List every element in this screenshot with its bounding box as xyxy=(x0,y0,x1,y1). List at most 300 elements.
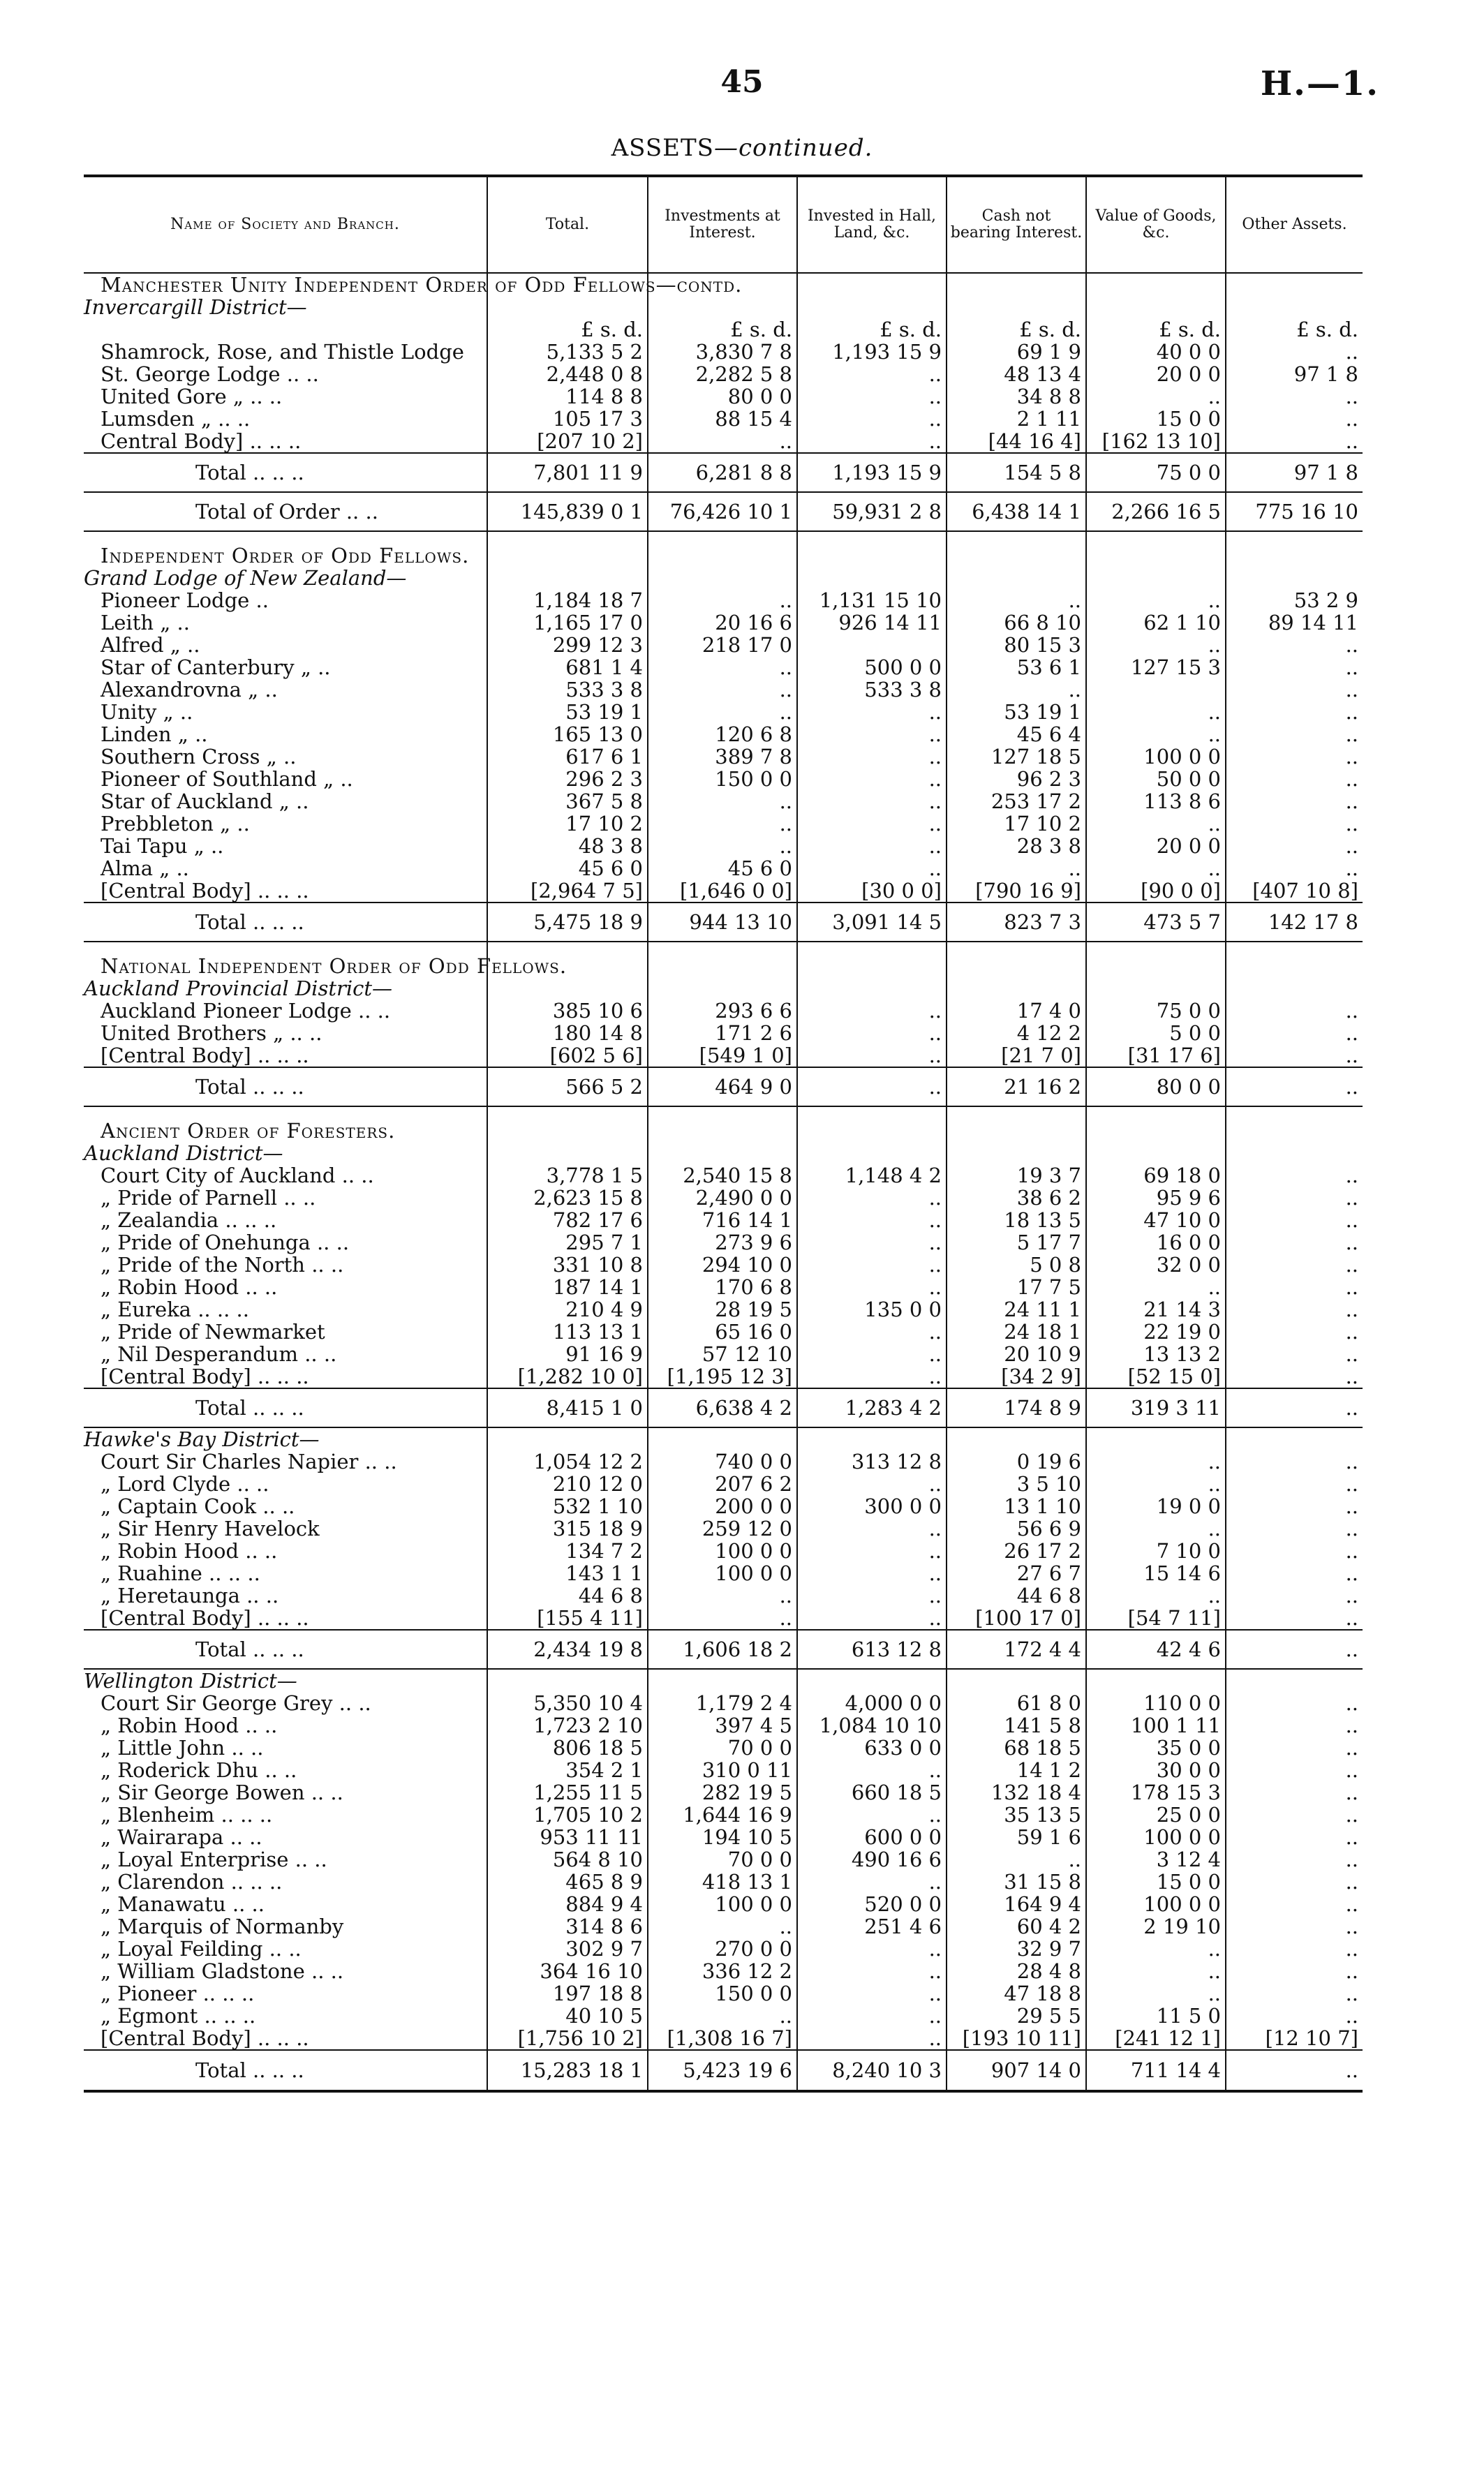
total-cell: [1,282 10 0] xyxy=(487,1365,648,1388)
invested-cell xyxy=(797,1669,947,1692)
goods-cell: 13 13 2 xyxy=(1086,1343,1226,1365)
cash-cell: 59 1 6 xyxy=(947,1826,1086,1848)
branch-name-cell: Auckland Pioneer Lodge .. .. xyxy=(101,999,391,1023)
table-row xyxy=(84,835,1363,857)
invested-cell: 1,148 4 2 xyxy=(797,1164,947,1187)
goods-cell: .. xyxy=(1086,1517,1226,1540)
total-cell: 91 16 9 xyxy=(487,1343,648,1365)
invested-cell: .. xyxy=(797,1067,947,1106)
branch-name-cell: „ Loyal Feilding .. .. xyxy=(101,1937,302,1961)
goods-cell: 110 0 0 xyxy=(1086,1692,1226,1714)
cash-cell xyxy=(947,544,1086,567)
investments-cell: 740 0 0 xyxy=(648,1450,797,1473)
spacer-row xyxy=(84,531,1363,544)
goods-cell: 62 1 10 xyxy=(1086,611,1226,634)
section-row xyxy=(84,1120,1363,1142)
table-header-row xyxy=(84,176,1363,273)
invested-cell: 926 14 11 xyxy=(797,611,947,634)
branch-name-cell: Auckland Provincial District— xyxy=(84,976,393,1000)
cash-cell: 18 13 5 xyxy=(947,1209,1086,1231)
investments-cell: .. xyxy=(648,1607,797,1630)
total-cell: 187 14 1 xyxy=(487,1276,648,1298)
goods-cell: [54 7 11] xyxy=(1086,1607,1226,1630)
other-cell: .. xyxy=(1226,1938,1363,1960)
goods-cell: 5 0 0 xyxy=(1086,1022,1226,1044)
other-cell xyxy=(1226,544,1363,567)
other-cell: .. xyxy=(1226,1982,1363,2005)
branch-name-cell xyxy=(84,318,487,341)
cash-cell: 141 5 8 xyxy=(947,1714,1086,1737)
cash-cell: 48 13 4 xyxy=(947,363,1086,385)
total-cell: 782 17 6 xyxy=(487,1209,648,1231)
investments-cell: .. xyxy=(648,790,797,812)
other-cell: .. xyxy=(1226,1000,1363,1022)
total-cell: £ s. d. xyxy=(487,318,648,341)
cash-cell: 60 4 2 xyxy=(947,1915,1086,1938)
total-cell: 354 2 1 xyxy=(487,1759,648,1781)
cash-cell: 4 12 2 xyxy=(947,1022,1086,1044)
total-cell: 134 7 2 xyxy=(487,1540,648,1562)
invested-cell: .. xyxy=(797,835,947,857)
table-row xyxy=(84,1714,1363,1737)
table-row xyxy=(84,1231,1363,1254)
spacer-row xyxy=(84,942,1363,955)
branch-name-cell: Total .. .. .. xyxy=(84,1067,487,1106)
goods-cell xyxy=(1086,544,1226,567)
other-cell: .. xyxy=(1226,678,1363,701)
other-cell: .. xyxy=(1226,1630,1363,1669)
invested-cell: .. xyxy=(797,1365,947,1388)
goods-cell: 7 10 0 xyxy=(1086,1540,1226,1562)
table-row xyxy=(84,745,1363,768)
total-cell: 17 10 2 xyxy=(487,812,648,835)
investments-cell: 270 0 0 xyxy=(648,1938,797,1960)
branch-name-cell: „ Wairarapa .. .. xyxy=(101,1825,262,1849)
goods-cell: 80 0 0 xyxy=(1086,1067,1226,1106)
table-row xyxy=(84,611,1363,634)
other-cell: .. xyxy=(1226,1495,1363,1517)
district-row xyxy=(84,296,1363,318)
district-row xyxy=(84,1669,1363,1692)
assets-table xyxy=(84,174,1363,2093)
branch-name-cell: Ancient Order of Foresters. xyxy=(101,1119,396,1143)
branch-name-cell: Total .. .. .. xyxy=(84,903,487,942)
cash-cell: 5 0 8 xyxy=(947,1254,1086,1276)
invested-cell: .. xyxy=(797,1022,947,1044)
cash-cell: 38 6 2 xyxy=(947,1187,1086,1209)
other-cell: [12 10 7] xyxy=(1226,2027,1363,2050)
branch-name-cell: Alexandrovna „ .. xyxy=(101,678,278,701)
invested-cell: .. xyxy=(797,1540,947,1562)
total-row xyxy=(84,903,1363,942)
invested-cell: .. xyxy=(797,1343,947,1365)
branch-name-cell: St. George Lodge .. .. xyxy=(101,362,319,386)
branch-name-cell: „ Pride of Newmarket xyxy=(101,1320,325,1344)
table-row xyxy=(84,2005,1363,2027)
invested-cell: .. xyxy=(797,790,947,812)
total-cell: 1,705 10 2 xyxy=(487,1804,648,1826)
investments-cell xyxy=(648,977,797,1000)
cash-cell: 29 5 5 xyxy=(947,2005,1086,2027)
investments-cell: 6,638 4 2 xyxy=(648,1388,797,1427)
invested-cell: .. xyxy=(797,1938,947,1960)
investments-cell: 5,423 19 6 xyxy=(648,2050,797,2091)
table-row xyxy=(84,1804,1363,1826)
spacer-cell xyxy=(797,531,947,544)
branch-name-cell: „ Loyal Enterprise .. .. xyxy=(101,1848,327,1871)
branch-name-cell: [Central Body] .. .. .. xyxy=(101,879,309,903)
spacer-cell xyxy=(1086,1106,1226,1120)
goods-cell: [90 0 0] xyxy=(1086,879,1226,903)
other-cell: 89 14 11 xyxy=(1226,611,1363,634)
district-row xyxy=(84,1427,1363,1450)
invested-cell: .. xyxy=(797,1187,947,1209)
investments-cell: .. xyxy=(648,701,797,723)
goods-cell: .. xyxy=(1086,1938,1226,1960)
table-row xyxy=(84,2027,1363,2050)
goods-cell: 19 0 0 xyxy=(1086,1495,1226,1517)
total-cell: 315 18 9 xyxy=(487,1517,648,1540)
branch-name-cell: Alma „ .. xyxy=(101,856,189,880)
other-cell xyxy=(1226,273,1363,296)
goods-cell: 127 15 3 xyxy=(1086,656,1226,678)
total-cell: 53 19 1 xyxy=(487,701,648,723)
other-cell: .. xyxy=(1226,1714,1363,1737)
other-cell: .. xyxy=(1226,768,1363,790)
cash-cell: [193 10 11] xyxy=(947,2027,1086,2050)
branch-name-cell: „ Eureka .. .. .. xyxy=(101,1298,249,1321)
table-row xyxy=(84,363,1363,385)
spacer-cell xyxy=(487,1106,648,1120)
invested-cell: 1,193 15 9 xyxy=(797,341,947,363)
cash-cell: 45 6 4 xyxy=(947,723,1086,745)
investments-cell: 716 14 1 xyxy=(648,1209,797,1231)
invested-cell: .. xyxy=(797,857,947,879)
table-row xyxy=(84,589,1363,611)
other-cell: .. xyxy=(1226,1164,1363,1187)
branch-name-cell: Central Body] .. .. .. xyxy=(101,429,302,453)
investments-cell: 259 12 0 xyxy=(648,1517,797,1540)
branch-name-cell: Grand Lodge of New Zealand— xyxy=(84,566,407,590)
investments-cell: 150 0 0 xyxy=(648,768,797,790)
invested-cell: 633 0 0 xyxy=(797,1737,947,1759)
goods-cell xyxy=(1086,1120,1226,1142)
table-row xyxy=(84,1871,1363,1893)
col-header-investments: Investments at Interest. xyxy=(648,176,797,273)
district-row xyxy=(84,567,1363,589)
total-cell: 299 12 3 xyxy=(487,634,648,656)
spacer-cell xyxy=(487,942,648,955)
invested-cell: .. xyxy=(797,363,947,385)
total-cell: 145,839 0 1 xyxy=(487,492,648,531)
investments-cell: .. xyxy=(648,2005,797,2027)
other-cell: .. xyxy=(1226,2005,1363,2027)
branch-name-cell: „ Sir George Bowen .. .. xyxy=(101,1781,343,1804)
other-cell: 97 1 8 xyxy=(1226,453,1363,492)
branch-name-cell: Unity „ .. xyxy=(101,700,193,724)
investments-cell xyxy=(648,1142,797,1164)
invested-cell: 8,240 10 3 xyxy=(797,2050,947,2091)
goods-cell: .. xyxy=(1086,857,1226,879)
invested-cell: 3,091 14 5 xyxy=(797,903,947,942)
invested-cell: .. xyxy=(797,385,947,408)
branch-name-cell: Manchester Unity Independent Order of Odd Fellows—contd. xyxy=(101,273,743,297)
table-row xyxy=(84,1000,1363,1022)
cash-cell: 24 11 1 xyxy=(947,1298,1086,1321)
cash-cell: £ s. d. xyxy=(947,318,1086,341)
total-cell: 45 6 0 xyxy=(487,857,648,879)
invested-cell: 533 3 8 xyxy=(797,678,947,701)
other-cell: .. xyxy=(1226,1759,1363,1781)
total-cell: 40 10 5 xyxy=(487,2005,648,2027)
goods-cell: .. xyxy=(1086,1960,1226,1982)
total-cell: 385 10 6 xyxy=(487,1000,648,1022)
goods-cell: 50 0 0 xyxy=(1086,768,1226,790)
goods-cell: 711 14 4 xyxy=(1086,2050,1226,2091)
branch-name-cell: Court City of Auckland .. .. xyxy=(101,1164,374,1187)
investments-cell: 120 6 8 xyxy=(648,723,797,745)
cash-cell: 26 17 2 xyxy=(947,1540,1086,1562)
table-row xyxy=(84,1164,1363,1187)
branch-name-cell: [Central Body] .. .. .. xyxy=(101,1044,309,1067)
other-cell: .. xyxy=(1226,1022,1363,1044)
total-cell: 884 9 4 xyxy=(487,1893,648,1915)
total-cell: 210 4 9 xyxy=(487,1298,648,1321)
goods-cell: .. xyxy=(1086,723,1226,745)
investments-cell xyxy=(648,544,797,567)
investments-cell: 282 19 5 xyxy=(648,1781,797,1804)
cash-cell: 27 6 7 xyxy=(947,1562,1086,1584)
cash-cell: 28 3 8 xyxy=(947,835,1086,857)
branch-name-cell: „ Pioneer .. .. .. xyxy=(101,1982,255,2005)
invested-cell: .. xyxy=(797,1517,947,1540)
investments-cell: 2,282 5 8 xyxy=(648,363,797,385)
total-cell: 5,350 10 4 xyxy=(487,1692,648,1714)
other-cell: .. xyxy=(1226,790,1363,812)
other-cell: .. xyxy=(1226,857,1363,879)
invested-cell: 1,131 15 10 xyxy=(797,589,947,611)
other-cell: 142 17 8 xyxy=(1226,903,1363,942)
invested-cell: .. xyxy=(797,1044,947,1067)
investments-cell: 20 16 6 xyxy=(648,611,797,634)
invested-cell: .. xyxy=(797,1871,947,1893)
invested-cell: 251 4 6 xyxy=(797,1915,947,1938)
investments-cell: 170 6 8 xyxy=(648,1276,797,1298)
investments-cell: 88 15 4 xyxy=(648,408,797,430)
cash-cell xyxy=(947,296,1086,318)
goods-cell xyxy=(1086,567,1226,589)
branch-name-cell: [Central Body] .. .. .. xyxy=(101,2026,309,2050)
branch-name-cell: [Central Body] .. .. .. xyxy=(101,1365,309,1388)
goods-cell: 21 14 3 xyxy=(1086,1298,1226,1321)
invested-cell: .. xyxy=(797,812,947,835)
investments-cell xyxy=(648,1120,797,1142)
total-cell: 465 8 9 xyxy=(487,1871,648,1893)
branch-name-cell: Auckland District— xyxy=(84,1141,283,1165)
invested-cell xyxy=(797,544,947,567)
invested-cell: 500 0 0 xyxy=(797,656,947,678)
col-header-goods: Value of Goods, &c. xyxy=(1086,176,1226,273)
table-row xyxy=(84,1254,1363,1276)
goods-cell: [31 17 6] xyxy=(1086,1044,1226,1067)
total-cell: 617 6 1 xyxy=(487,745,648,768)
total-cell: 197 18 8 xyxy=(487,1982,648,2005)
goods-cell: 25 0 0 xyxy=(1086,1804,1226,1826)
branch-name-cell: „ Ruahine .. .. .. xyxy=(101,1561,260,1585)
invested-cell: .. xyxy=(797,1607,947,1630)
goods-cell xyxy=(1086,1427,1226,1450)
total-cell: 532 1 10 xyxy=(487,1495,648,1517)
col-header-total: Total. xyxy=(487,176,648,273)
table-row xyxy=(84,1298,1363,1321)
table-row xyxy=(84,1276,1363,1298)
investments-cell: 80 0 0 xyxy=(648,385,797,408)
other-cell: .. xyxy=(1226,1254,1363,1276)
investments-cell: 70 0 0 xyxy=(648,1737,797,1759)
cash-cell: 17 7 5 xyxy=(947,1276,1086,1298)
invested-cell: .. xyxy=(797,723,947,745)
goods-cell xyxy=(1086,296,1226,318)
cash-cell: .. xyxy=(947,857,1086,879)
total-cell: 7,801 11 9 xyxy=(487,453,648,492)
goods-cell: 16 0 0 xyxy=(1086,1231,1226,1254)
branch-name-cell: „ Captain Cook .. .. xyxy=(101,1494,295,1518)
district-row xyxy=(84,1142,1363,1164)
other-cell: .. xyxy=(1226,430,1363,453)
cash-cell xyxy=(947,567,1086,589)
other-cell: 53 2 9 xyxy=(1226,589,1363,611)
invested-cell: 660 18 5 xyxy=(797,1781,947,1804)
goods-cell: 15 0 0 xyxy=(1086,408,1226,430)
other-cell: .. xyxy=(1226,1276,1363,1298)
table-row xyxy=(84,1938,1363,1960)
cash-cell: 19 3 7 xyxy=(947,1164,1086,1187)
goods-cell xyxy=(1086,1669,1226,1692)
other-cell: .. xyxy=(1226,1584,1363,1607)
branch-name-cell: „ Robin Hood .. .. xyxy=(101,1714,278,1737)
cash-cell: 53 6 1 xyxy=(947,656,1086,678)
cash-cell: 172 4 4 xyxy=(947,1630,1086,1669)
goods-cell: .. xyxy=(1086,1982,1226,2005)
goods-cell: [52 15 0] xyxy=(1086,1365,1226,1388)
other-cell: .. xyxy=(1226,1517,1363,1540)
total-cell: 8,415 1 0 xyxy=(487,1388,648,1427)
spacer-row xyxy=(84,1106,1363,1120)
cash-cell: 127 18 5 xyxy=(947,745,1086,768)
total-cell: 681 1 4 xyxy=(487,656,648,678)
table-row xyxy=(84,656,1363,678)
cash-cell: 21 16 2 xyxy=(947,1067,1086,1106)
goods-cell: 35 0 0 xyxy=(1086,1737,1226,1759)
spacer-cell xyxy=(1226,1106,1363,1120)
investments-cell: 100 0 0 xyxy=(648,1893,797,1915)
table-row xyxy=(84,790,1363,812)
investments-cell: 28 19 5 xyxy=(648,1298,797,1321)
branch-name-cell: Alfred „ .. xyxy=(101,633,200,657)
goods-cell: 3 12 4 xyxy=(1086,1848,1226,1871)
col-header-other: Other Assets. xyxy=(1226,176,1363,273)
total-cell: 114 8 8 xyxy=(487,385,648,408)
other-cell: 97 1 8 xyxy=(1226,363,1363,385)
goods-cell: 42 4 6 xyxy=(1086,1630,1226,1669)
branch-name-cell: Wellington District— xyxy=(84,1669,297,1693)
branch-name-cell: „ Egmont .. .. .. xyxy=(101,2004,256,2028)
cash-cell: [34 2 9] xyxy=(947,1365,1086,1388)
branch-name-cell: Southern Cross „ .. xyxy=(101,745,297,768)
branch-name-cell: „ Little John .. .. xyxy=(101,1736,264,1760)
table-row xyxy=(84,1737,1363,1759)
other-cell: .. xyxy=(1226,1562,1363,1584)
spacer-cell xyxy=(84,531,487,544)
spacer-cell xyxy=(648,531,797,544)
spacer-cell xyxy=(797,942,947,955)
cash-cell: .. xyxy=(947,589,1086,611)
invested-cell: 135 0 0 xyxy=(797,1298,947,1321)
total-cell: 533 3 8 xyxy=(487,678,648,701)
total-cell: 314 8 6 xyxy=(487,1915,648,1938)
other-cell: .. xyxy=(1226,1044,1363,1067)
branch-name-cell: United Brothers „ .. .. xyxy=(101,1021,322,1045)
cash-cell: 253 17 2 xyxy=(947,790,1086,812)
investments-cell: 65 16 0 xyxy=(648,1321,797,1343)
goods-cell: .. xyxy=(1086,1473,1226,1495)
table-row xyxy=(84,1982,1363,2005)
investments-cell: 1,179 2 4 xyxy=(648,1692,797,1714)
other-cell: .. xyxy=(1226,1209,1363,1231)
goods-cell: £ s. d. xyxy=(1086,318,1226,341)
cash-cell: .. xyxy=(947,1848,1086,1871)
investments-cell: 389 7 8 xyxy=(648,745,797,768)
cash-cell: [790 16 9] xyxy=(947,879,1086,903)
investments-cell xyxy=(648,1427,797,1450)
goods-cell: 69 18 0 xyxy=(1086,1164,1226,1187)
investments-cell xyxy=(648,296,797,318)
other-cell: .. xyxy=(1226,1915,1363,1938)
total-cell: 331 10 8 xyxy=(487,1254,648,1276)
goods-cell: 47 10 0 xyxy=(1086,1209,1226,1231)
other-cell xyxy=(1226,1142,1363,1164)
total-cell: 5,475 18 9 xyxy=(487,903,648,942)
investments-cell: 6,281 8 8 xyxy=(648,453,797,492)
table-row xyxy=(84,701,1363,723)
other-cell: .. xyxy=(1226,1607,1363,1630)
investments-cell: 3,830 7 8 xyxy=(648,341,797,363)
invested-cell: .. xyxy=(797,1209,947,1231)
total-row xyxy=(84,453,1363,492)
cash-cell: 14 1 2 xyxy=(947,1759,1086,1781)
other-cell: .. xyxy=(1226,745,1363,768)
total-cell xyxy=(487,544,648,567)
total-cell: 180 14 8 xyxy=(487,1022,648,1044)
goods-cell: 40 0 0 xyxy=(1086,341,1226,363)
table-row xyxy=(84,1562,1363,1584)
goods-cell: [162 13 10] xyxy=(1086,430,1226,453)
other-cell: .. xyxy=(1226,634,1363,656)
branch-name-cell: „ Sir Henry Havelock xyxy=(101,1517,320,1540)
branch-name-cell: Leith „ .. xyxy=(101,611,190,634)
cash-cell: 823 7 3 xyxy=(947,903,1086,942)
other-cell: .. xyxy=(1226,1298,1363,1321)
total-cell: 15,283 18 1 xyxy=(487,2050,648,2091)
branch-name-cell: „ Robin Hood .. .. xyxy=(101,1275,278,1299)
cash-cell xyxy=(947,1669,1086,1692)
goods-cell: 100 0 0 xyxy=(1086,745,1226,768)
total-cell: 2,623 15 8 xyxy=(487,1187,648,1209)
cash-cell: [44 16 4] xyxy=(947,430,1086,453)
cash-cell xyxy=(947,977,1086,1000)
total-cell: 143 1 1 xyxy=(487,1562,648,1584)
spacer-cell xyxy=(947,942,1086,955)
